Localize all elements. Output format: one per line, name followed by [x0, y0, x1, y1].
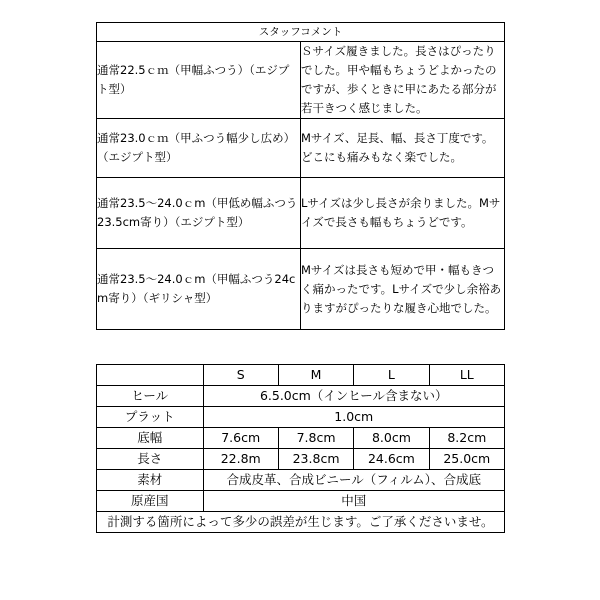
reviewer-size-cell: 通常23.5〜24.0ｃm（甲幅ふつう24cm寄り）（ギリシャ型） — [97, 249, 301, 330]
spec-label-platform: プラット — [97, 407, 204, 428]
table-row — [97, 249, 505, 330]
spec-value-sole-width-m: 7.8cm — [278, 428, 353, 449]
table-row — [97, 42, 505, 119]
size-spec-table — [96, 364, 505, 533]
table-row — [97, 386, 505, 407]
size-header-l: L — [354, 365, 429, 386]
spec-label-origin: 原産国 — [97, 491, 204, 512]
table-row — [97, 512, 505, 533]
table-row — [97, 449, 505, 470]
spec-value-heel: 6.5.0cm（インヒール含まない） — [203, 386, 504, 407]
spec-value-sole-width-l: 8.0cm — [354, 428, 429, 449]
reviewer-comment-cell: Lサイズは少し長さが余りました。Mサイズで長さも幅もちょうどです。 — [301, 178, 505, 249]
spec-value-length-m: 23.8cm — [278, 449, 353, 470]
spec-label-heel: ヒール — [97, 386, 204, 407]
table-header-row — [97, 23, 505, 42]
table-row — [97, 178, 505, 249]
table-header-row — [97, 365, 505, 386]
staff-comment-header-label: スタッフコメント — [97, 23, 505, 42]
size-header-ll: LL — [429, 365, 504, 386]
table-row — [97, 491, 505, 512]
size-header-s: S — [203, 365, 278, 386]
staff-comment-table-head — [97, 23, 505, 42]
spec-value-length-l: 24.6cm — [354, 449, 429, 470]
spec-value-length-ll: 25.0cm — [429, 449, 504, 470]
staff-comment-table-body — [97, 42, 505, 330]
reviewer-comment-cell: Mサイズは長さも短めで甲・幅もきつく痛かったです。Lサイズで少し余裕ありますがぴったりな履き心地でした。 — [301, 249, 505, 330]
reviewer-comment-cell: Mサイズ、足長、幅、長さ丁度です。どこにも痛みもなく楽でした。 — [301, 119, 505, 178]
reviewer-size-cell: 通常22.5ｃｍ（甲幅ふつう）（エジプト型） — [97, 42, 301, 119]
size-spec-table-head — [97, 365, 505, 386]
staff-comment-table — [96, 22, 505, 330]
table-row — [97, 428, 505, 449]
table-row — [97, 407, 505, 428]
table-row — [97, 470, 505, 491]
spec-value-length-s: 22.8m — [203, 449, 278, 470]
spec-label-sole-width: 底幅 — [97, 428, 204, 449]
reviewer-comment-cell: Ｓサイズ履きました。長さはぴったりでした。甲や幅もちょうどよかったのですが、歩くときに甲にあたる部分が若干きつく感じました。 — [301, 42, 505, 119]
reviewer-size-cell: 通常23.5〜24.0ｃm（甲低め幅ふつう23.5cm寄り）（エジプト型） — [97, 178, 301, 249]
measurement-disclaimer-note: 計測する箇所によって多少の誤差が生じます。ご了承くださいませ。 — [97, 512, 505, 533]
reviewer-size-cell: 通常23.0ｃｍ（甲ふつう幅少し広め）（エジプト型） — [97, 119, 301, 178]
spec-value-material: 合成皮革、合成ビニール（フィルム）、合成底 — [203, 470, 504, 491]
spec-label-length: 長さ — [97, 449, 204, 470]
spec-value-sole-width-ll: 8.2cm — [429, 428, 504, 449]
table-row — [97, 119, 505, 178]
spec-value-origin: 中国 — [203, 491, 504, 512]
spec-value-sole-width-s: 7.6cm — [203, 428, 278, 449]
spec-value-platform: 1.0cm — [203, 407, 504, 428]
spec-corner-cell — [97, 365, 204, 386]
size-spec-table-body — [97, 386, 505, 533]
size-header-m: M — [278, 365, 353, 386]
spec-label-material: 素材 — [97, 470, 204, 491]
